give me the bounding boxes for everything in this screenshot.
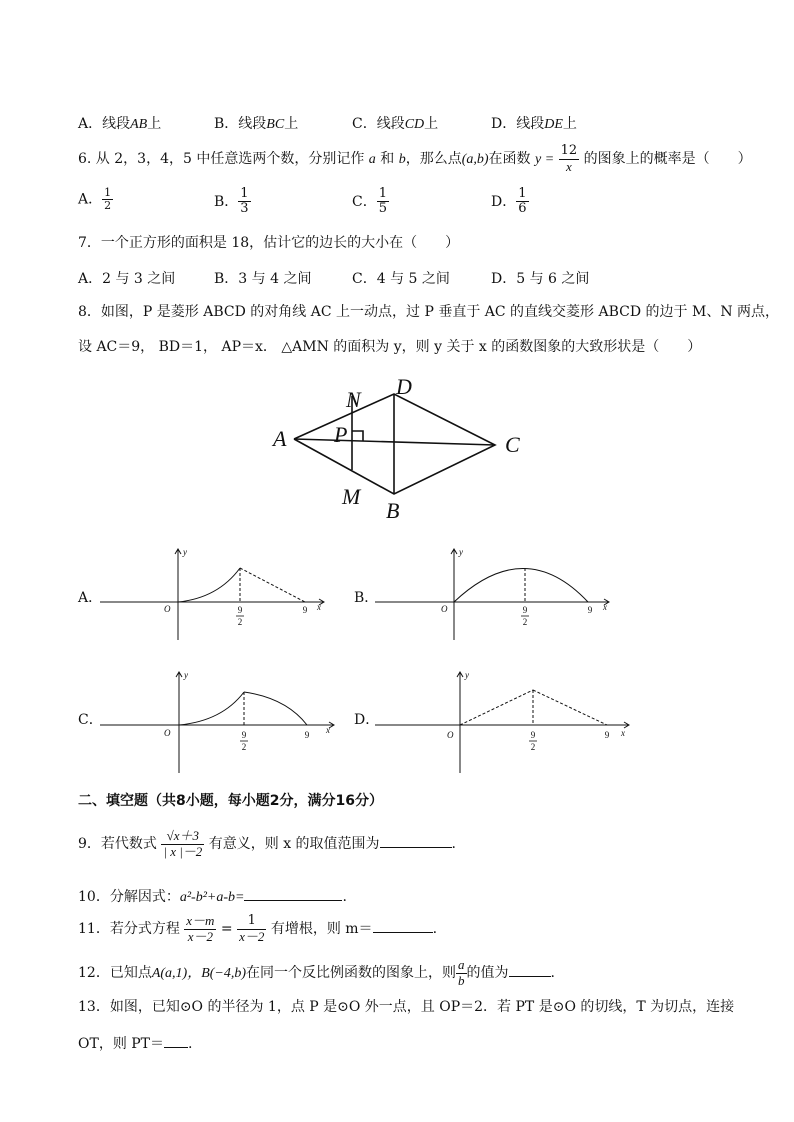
q12-answer-blank[interactable] [509, 962, 551, 977]
svg-text:y: y [183, 547, 187, 557]
svg-text:9: 9 [304, 730, 310, 740]
q6-option-a: A． $\frac{1}{2}$ [78, 186, 112, 213]
q6-option-b: B． $\frac{1}{3}$ [214, 186, 249, 217]
svg-text:2: 2 [522, 617, 528, 627]
q7-option-a: A．2 与 3 之间 [78, 271, 176, 287]
svg-text:x: x [621, 728, 625, 738]
label-c: C [505, 432, 520, 457]
svg-text:2: 2 [241, 742, 247, 752]
q9: 9．若代数式 $\frac{√x+3}{| x |-2}$ 有意义，则 x 的取值范围为 . [78, 828, 456, 859]
svg-text:9: 9 [302, 605, 308, 615]
graph-label-d: D． [354, 712, 380, 728]
svg-text:9: 9 [604, 730, 610, 740]
q13-line2: OT，则 PT＝ . [78, 1033, 192, 1051]
svg-text:O: O [447, 730, 454, 740]
label-a: A [273, 426, 287, 451]
svg-text:O: O [164, 728, 171, 738]
svg-text:9: 9 [530, 730, 536, 740]
q7-option-d: D．5 与 6 之间 [491, 271, 590, 287]
label-p: P [334, 422, 348, 447]
q12: 12．已知点A(a,1)，B(−4,b)在同一个反比例函数的图象上，则 $\frac{a}{b}$ 的值为 . [78, 957, 555, 988]
graph-b [375, 545, 615, 645]
q11-answer-blank[interactable] [373, 918, 433, 933]
svg-text:x: x [317, 602, 321, 612]
label-m: M [342, 484, 361, 509]
svg-text:2: 2 [530, 742, 536, 752]
q5-option-d: D．线段DE上 [491, 116, 577, 132]
graph-a [100, 545, 330, 645]
q10-answer-blank[interactable] [244, 886, 342, 901]
q7-option-b: B．3 与 4 之间 [214, 271, 312, 287]
graph-label-a: A． [78, 590, 103, 606]
svg-text:2: 2 [237, 617, 243, 627]
svg-text:y: y [184, 670, 188, 680]
graph-label-b: B． [354, 590, 379, 606]
svg-text:O: O [164, 604, 171, 614]
q5-option-c: C．线段CD上 [352, 116, 439, 132]
q11: 11．若分式方程 $\frac{x-m}{x-2}$ = $\frac{1}{x-2}$ 有增根，则 m＝ . [78, 913, 438, 944]
svg-text:y: y [459, 547, 463, 557]
label-d: D [396, 374, 412, 399]
graph-c [100, 668, 340, 778]
svg-text:x: x [326, 725, 330, 735]
q13-line1: 13．如图，已知⊙O 的半径为 1，点 P 是⊙O 外一点，且 OP＝2．若 PT 是⊙O 的切线，T 为切点，连接 [78, 999, 735, 1015]
svg-text:9: 9 [587, 605, 593, 615]
q13-answer-blank[interactable] [164, 1033, 188, 1048]
q10: 10．分解因式：a²-b²+a-b= . [78, 886, 347, 905]
q5-option-b: B．线段BC上 [214, 116, 299, 132]
svg-text:9: 9 [522, 605, 528, 615]
q7-stem: 7．一个正方形的面积是 18，估计它的边长的大小在（ ） [78, 235, 460, 251]
q8-line1: 8．如图，P 是菱形 ABCD 的对角线 AC 上一动点，过 P 垂直于 AC 的直线交菱形 ABCD 的边于 M、N 两点， [78, 304, 780, 320]
q7-option-c: C．4 与 5 之间 [352, 271, 450, 287]
svg-text:x: x [603, 602, 607, 612]
label-n: N [346, 387, 361, 412]
q6-stem: 6. 从 2，3，4，5 中任意选两个数，分别记作 a 和 b，那么点(a,b)在函数 y = $\frac{12}{x}$ 的图象上的概率是（ ） [78, 143, 752, 174]
q9-answer-blank[interactable] [380, 833, 452, 848]
q6-option-d: D． $\frac{1}{6}$ [491, 186, 527, 217]
q8-line2: 设 AC＝9， BD＝1， AP＝x． △AMN 的面积为 y，则 y 关于 x 的函数图象的大致形状是（ ） [78, 339, 702, 355]
svg-text:9: 9 [241, 730, 247, 740]
svg-text:9: 9 [237, 605, 243, 615]
rhombus-figure [265, 372, 535, 522]
graph-label-c: C． [78, 712, 103, 728]
svg-text:y: y [465, 670, 469, 680]
section-heading: 二、填空题（共8小题，每小题2分，满分16分） [78, 793, 383, 809]
q5-option-a: A．线段AB上 [78, 116, 162, 132]
graph-d [375, 668, 635, 778]
svg-text:O: O [441, 604, 448, 614]
q6-option-c: C． $\frac{1}{5}$ [352, 186, 387, 217]
label-b: B [386, 498, 400, 522]
